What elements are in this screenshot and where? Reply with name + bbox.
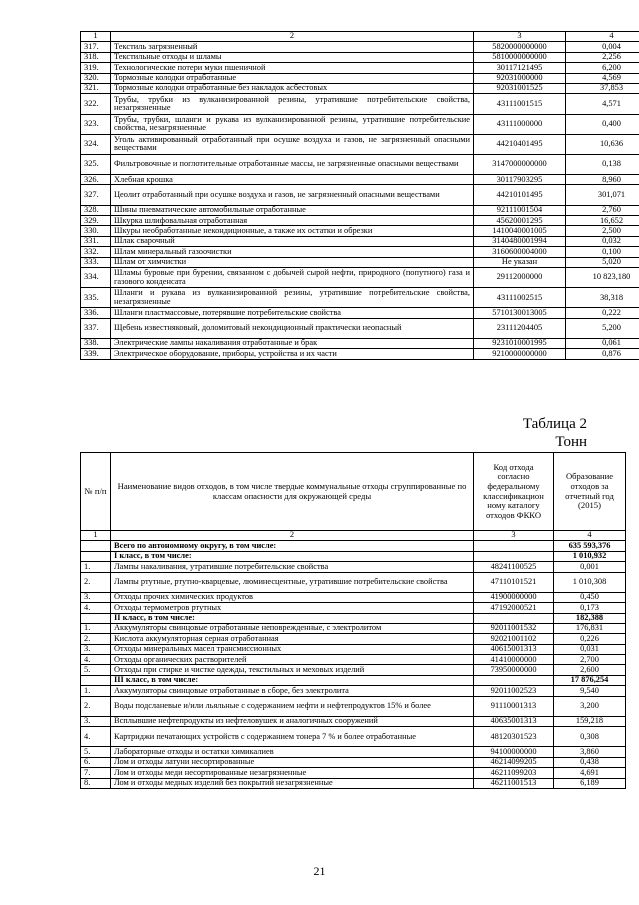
waste-amount: 4,569 [566, 73, 639, 83]
row-number: 320. [81, 73, 111, 83]
waste-amount: 0,173 [554, 603, 626, 613]
fkko-code [474, 675, 554, 685]
fkko-code: 44210401495 [474, 134, 566, 154]
waste-name: Шлам минеральный газоочистки [111, 247, 474, 257]
fkko-code: 45620001295 [474, 216, 566, 226]
row-number: 8. [81, 778, 111, 788]
class-total-row [81, 541, 626, 551]
row-number: 326. [81, 175, 111, 185]
waste-name: Шины пневматические автомобильные отработанные [111, 205, 474, 215]
table-row [81, 73, 639, 83]
row-number: 3. [81, 592, 111, 602]
fkko-code [474, 551, 554, 561]
waste-name: Шланги пластмассовые, потерявшие потребительские свойства [111, 308, 474, 318]
waste-table-continued [80, 31, 639, 360]
waste-amount: 0,061 [566, 338, 639, 348]
table-row [81, 572, 626, 592]
fkko-code: 3147000000000 [474, 154, 566, 174]
waste-amount: 5,020 [566, 257, 639, 267]
waste-amount: 4,691 [554, 768, 626, 778]
row-number: 319. [81, 63, 111, 73]
table-header-row [81, 453, 626, 531]
fkko-code: 92021001102 [474, 634, 554, 644]
waste-name: Шланги и рукава из вулканизированной резины, утратившие потребительские свойства, незагрязненные [111, 288, 474, 308]
class-total-row [81, 613, 626, 623]
table-row [81, 154, 639, 174]
row-number: 329. [81, 216, 111, 226]
waste-amount: 635 593,376 [554, 541, 626, 551]
table-units: Тонн [555, 434, 587, 450]
waste-amount: 0,438 [554, 757, 626, 767]
table-row [81, 134, 639, 154]
waste-name: Текстиль загрязненный [111, 42, 474, 52]
waste-name: Шкуры необработанные некондиционные, а также их остатки и обрезки [111, 226, 474, 236]
fkko-code: 29112000000 [474, 268, 566, 288]
fkko-code: 5820000000000 [474, 42, 566, 52]
row-number: 2. [81, 634, 111, 644]
waste-name: III класс, в том числе: [111, 675, 474, 685]
waste-name: Отходы прочих химических продуктов [111, 592, 474, 602]
fkko-code: 73950000000 [474, 665, 554, 675]
waste-name: Лабораторные отходы и остатки химикалиев [111, 747, 474, 757]
col-header-name: Наименование видов отходов, в том числе твердые коммунальные отходы сгруппированные по классам опасности для окружающей среды [111, 453, 474, 531]
column-number: 3 [474, 531, 554, 541]
table-row [81, 778, 626, 788]
fkko-code [474, 613, 554, 623]
table-row [81, 308, 639, 318]
row-number: 331. [81, 236, 111, 246]
waste-name: Отходы минеральных масел трансмиссионных [111, 644, 474, 654]
row-number: 1. [81, 686, 111, 696]
waste-name: Отходы органических растворителей [111, 655, 474, 665]
fkko-code: 1410040001005 [474, 226, 566, 236]
fkko-code: 41410000000 [474, 655, 554, 665]
row-number: 336. [81, 308, 111, 318]
waste-name: Фильтровочные и поглотительные отработанные массы, не загрязненные опасными веществами [111, 154, 474, 174]
row-number [81, 613, 111, 623]
waste-name: II класс, в том числе: [111, 613, 474, 623]
waste-amount: 182,388 [554, 613, 626, 623]
fkko-code: 9231010001995 [474, 338, 566, 348]
fkko-code: 5710130013005 [474, 308, 566, 318]
waste-name: Электрическое оборудование, приборы, устройства и их части [111, 349, 474, 359]
col-header-num: № п/п [81, 453, 111, 531]
waste-amount: 10 823,180 [566, 268, 639, 288]
waste-name: Аккумуляторы свинцовые отработанные в сборе, без электролита [111, 686, 474, 696]
row-number: 322. [81, 94, 111, 114]
waste-amount: 0,226 [554, 634, 626, 644]
fkko-code: 91110001313 [474, 696, 554, 716]
table-row [81, 644, 626, 654]
row-number: 328. [81, 205, 111, 215]
waste-name: Лампы ртутные, ртутно-кварцевые, люминесцентные, утратившие потребительские свойства [111, 572, 474, 592]
waste-name: Шламы буровые при бурении, связанном с добычей сырой нефти, природного (попутного) газа и газового конденсата [111, 268, 474, 288]
fkko-code: 30117121495 [474, 63, 566, 73]
column-number-row [81, 531, 626, 541]
fkko-code: 30117903295 [474, 175, 566, 185]
row-number: 4. [81, 655, 111, 665]
waste-name: Лом и отходы медных изделий без покрытий незагрязненные [111, 778, 474, 788]
row-number: 5. [81, 747, 111, 757]
table-row [81, 716, 626, 726]
class-total-row [81, 551, 626, 561]
waste-amount: 0,031 [554, 644, 626, 654]
class-total-row [81, 675, 626, 685]
table-row [81, 665, 626, 675]
row-number: 7. [81, 768, 111, 778]
waste-name: Трубы, трубки из вулканизированной резины, утратившие потребительские свойства, незагрязненные [111, 94, 474, 114]
page-number: 21 [313, 864, 326, 878]
waste-amount: 9,540 [554, 686, 626, 696]
fkko-code: 43111000000 [474, 114, 566, 134]
row-number: 339. [81, 349, 111, 359]
fkko-code: 92011001532 [474, 623, 554, 633]
waste-amount: 0,001 [554, 562, 626, 572]
waste-name: Шлам от химчистки [111, 257, 474, 267]
waste-amount: 301,071 [566, 185, 639, 205]
fkko-code: 3160600004000 [474, 247, 566, 257]
table-row [81, 696, 626, 716]
row-number: 5. [81, 665, 111, 675]
table-row [81, 226, 639, 236]
table-caption: Таблица 2 [522, 416, 587, 432]
waste-name: Тормозные колодки отработанные [111, 73, 474, 83]
waste-name: Цеолит отработанный при осушке воздуха и газов, не загрязненный опасными веществами [111, 185, 474, 205]
table-row [81, 216, 639, 226]
waste-amount: 5,200 [566, 318, 639, 338]
table-row [81, 257, 639, 267]
waste-name: Технологические потери муки пшеничной [111, 63, 474, 73]
column-number: 3 [474, 32, 566, 42]
table-row [81, 747, 626, 757]
table-row [81, 83, 639, 93]
row-number: 2. [81, 696, 111, 716]
row-number: 324. [81, 134, 111, 154]
waste-amount: 4,571 [566, 94, 639, 114]
table-row [81, 338, 639, 348]
waste-name: Аккумуляторы свинцовые отработанные неповрежденные, с электролитом [111, 623, 474, 633]
row-number: 318. [81, 52, 111, 62]
row-number [81, 675, 111, 685]
waste-amount: 2,500 [566, 226, 639, 236]
row-number: 325. [81, 154, 111, 174]
table-row [81, 623, 626, 633]
waste-amount: 1 010,932 [554, 551, 626, 561]
waste-amount: 37,853 [566, 83, 639, 93]
waste-name: Шкурка шлифовальная отработанная [111, 216, 474, 226]
row-number: 6. [81, 757, 111, 767]
row-number: 323. [81, 114, 111, 134]
waste-name: Электрические лампы накаливания отработанные и брак [111, 338, 474, 348]
waste-amount: 0,400 [566, 114, 639, 134]
column-number: 2 [111, 32, 474, 42]
fkko-code: 48120301523 [474, 727, 554, 747]
column-number: 4 [554, 531, 626, 541]
waste-name: Текстильные отходы и шламы [111, 52, 474, 62]
fkko-code: 41900000000 [474, 592, 554, 602]
table-row [81, 349, 639, 359]
row-number: 1. [81, 562, 111, 572]
row-number: 317. [81, 42, 111, 52]
table-row [81, 757, 626, 767]
waste-amount: 17 876,254 [554, 675, 626, 685]
fkko-code: 46211099203 [474, 768, 554, 778]
waste-name: Воды подсланевые и/или льяльные с содержанием нефти и нефтепродуктов 15% и более [111, 696, 474, 716]
waste-amount: 6,200 [566, 63, 639, 73]
fkko-code: 46211001513 [474, 778, 554, 788]
table-row [81, 655, 626, 665]
fkko-code: 5810000000000 [474, 52, 566, 62]
row-number: 330. [81, 226, 111, 236]
fkko-code: 44210101495 [474, 185, 566, 205]
fkko-code: 92111001504 [474, 205, 566, 215]
table-row [81, 603, 626, 613]
waste-amount: 10,636 [566, 134, 639, 154]
table-row [81, 247, 639, 257]
waste-name: I класс, в том числе: [111, 551, 474, 561]
row-number: 3. [81, 716, 111, 726]
table-row [81, 318, 639, 338]
row-number: 4. [81, 727, 111, 747]
column-number: 2 [111, 531, 474, 541]
row-number: 3. [81, 644, 111, 654]
table-row [81, 52, 639, 62]
table-row [81, 634, 626, 644]
table-row [81, 288, 639, 308]
waste-amount: 2,600 [554, 665, 626, 675]
fkko-code: 92031001525 [474, 83, 566, 93]
fkko-code: 92011002523 [474, 686, 554, 696]
row-number: 335. [81, 288, 111, 308]
table-row [81, 185, 639, 205]
waste-name: Всплывшие нефтепродукты из нефтеловушек и аналогичных сооружений [111, 716, 474, 726]
fkko-code: 47192000521 [474, 603, 554, 613]
fkko-code: 40635001313 [474, 716, 554, 726]
fkko-code: 3140480001994 [474, 236, 566, 246]
fkko-code: 92031000000 [474, 73, 566, 83]
waste-amount: 176,831 [554, 623, 626, 633]
waste-by-hazard-class-table [80, 452, 626, 789]
table-row [81, 205, 639, 215]
table-row [81, 592, 626, 602]
waste-amount: 0,450 [554, 592, 626, 602]
waste-amount: 159,218 [554, 716, 626, 726]
waste-amount: 0,100 [566, 247, 639, 257]
row-number [81, 541, 111, 551]
waste-amount: 0,032 [566, 236, 639, 246]
table-row [81, 686, 626, 696]
waste-amount: 16,652 [566, 216, 639, 226]
waste-amount: 38,318 [566, 288, 639, 308]
waste-name: Лампы накаливания, утратившие потребительские свойства [111, 562, 474, 572]
row-number: 327. [81, 185, 111, 205]
waste-amount: 1 010,308 [554, 572, 626, 592]
row-number: 321. [81, 83, 111, 93]
waste-name: Всего по автономному округу, в том числе: [111, 541, 474, 551]
fkko-code: 43111001515 [474, 94, 566, 114]
table-row [81, 562, 626, 572]
col-header-value: Образование отходов за отчетный год (2015) [554, 453, 626, 531]
waste-amount: 0,308 [554, 727, 626, 747]
table-row [81, 94, 639, 114]
waste-name: Щебень известняковый, доломитовый некондиционный практически неопасный [111, 318, 474, 338]
waste-amount: 0,004 [566, 42, 639, 52]
table-row [81, 42, 639, 52]
row-number: 332. [81, 247, 111, 257]
fkko-code: 46214099205 [474, 757, 554, 767]
table-row [81, 236, 639, 246]
fkko-code: Не указан [474, 257, 566, 267]
col-header-code: Код отхода согласно федеральному классификацион ному каталогу отходов ФККО [474, 453, 554, 531]
waste-amount: 3,860 [554, 747, 626, 757]
column-number: 4 [566, 32, 639, 42]
waste-name: Хлебная крошка [111, 175, 474, 185]
row-number [81, 551, 111, 561]
waste-amount: 0,876 [566, 349, 639, 359]
row-number: 1. [81, 623, 111, 633]
row-number: 333. [81, 257, 111, 267]
column-number-row [81, 32, 639, 42]
fkko-code [474, 541, 554, 551]
column-number: 1 [81, 531, 111, 541]
waste-name: Картриджи печатающих устройств с содержанием тонера 7 % и более отработанные [111, 727, 474, 747]
waste-name: Лом и отходы меди несортированные незагрязненные [111, 768, 474, 778]
waste-amount: 2,256 [566, 52, 639, 62]
fkko-code: 43111002515 [474, 288, 566, 308]
waste-name: Лом и отходы латуни несортированные [111, 757, 474, 767]
table-row [81, 768, 626, 778]
fkko-code: 9210000000000 [474, 349, 566, 359]
waste-amount: 6,189 [554, 778, 626, 788]
waste-name: Тормозные колодки отработанные без накладок асбестовых [111, 83, 474, 93]
table-row [81, 63, 639, 73]
row-number: 334. [81, 268, 111, 288]
waste-amount: 3,200 [554, 696, 626, 716]
waste-name: Уголь активированный отработанный при осушке воздуха и газов, не загрязненный опасными веществами [111, 134, 474, 154]
table-row [81, 114, 639, 134]
table-row [81, 268, 639, 288]
fkko-code: 48241100525 [474, 562, 554, 572]
waste-amount: 8,960 [566, 175, 639, 185]
waste-amount: 2,760 [566, 205, 639, 215]
fkko-code: 94100000000 [474, 747, 554, 757]
table-row [81, 727, 626, 747]
waste-name: Шлак сварочный [111, 236, 474, 246]
row-number: 337. [81, 318, 111, 338]
waste-amount: 0,138 [566, 154, 639, 174]
waste-name: Отходы при стирке и чистке одежды, текстильных и меховых изделий [111, 665, 474, 675]
waste-name: Отходы термометров ртутных [111, 603, 474, 613]
column-number: 1 [81, 32, 111, 42]
row-number: 2. [81, 572, 111, 592]
row-number: 4. [81, 603, 111, 613]
waste-name: Трубы, трубки, шланги и рукава из вулканизированной резины, утратившие потребительские свойства, незагрязненные [111, 114, 474, 134]
table-row [81, 175, 639, 185]
row-number: 338. [81, 338, 111, 348]
fkko-code: 47110101521 [474, 572, 554, 592]
fkko-code: 23111204405 [474, 318, 566, 338]
waste-name: Кислота аккумуляторная серная отработанная [111, 634, 474, 644]
waste-amount: 2,700 [554, 655, 626, 665]
waste-amount: 0,222 [566, 308, 639, 318]
fkko-code: 40615001313 [474, 644, 554, 654]
